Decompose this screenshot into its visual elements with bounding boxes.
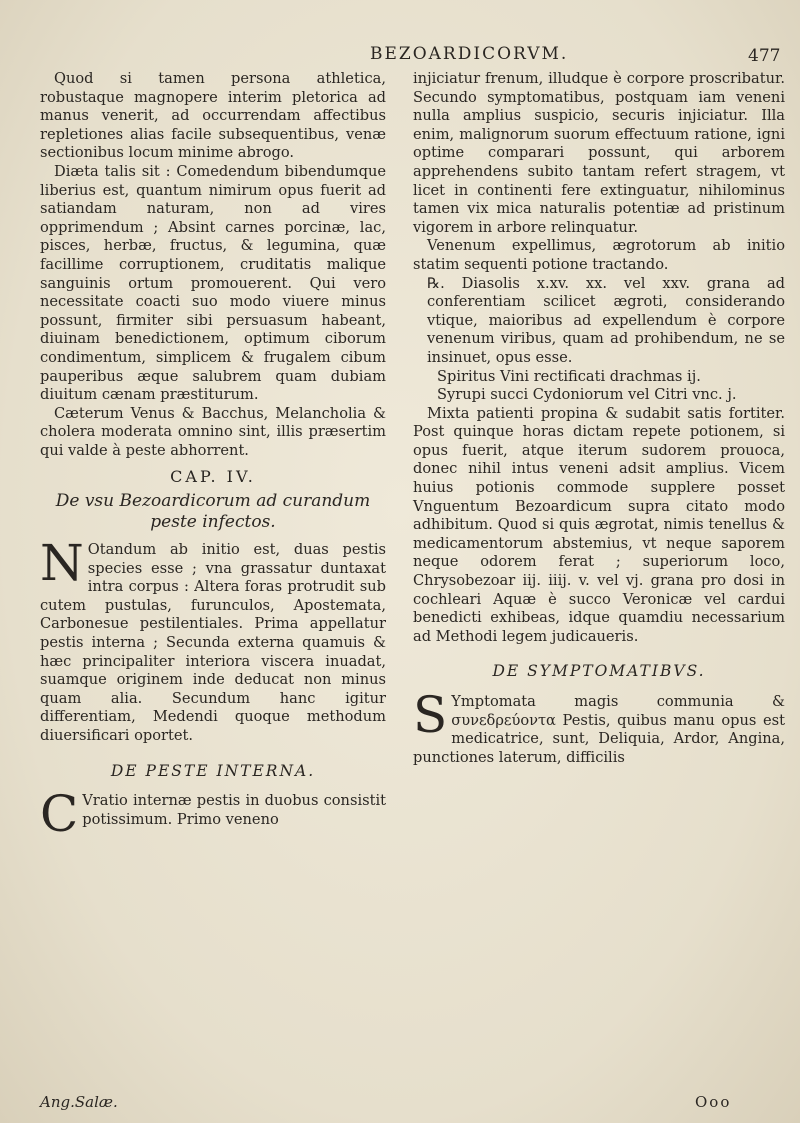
paragraph: Quod si tamen persona athletica, robustaque magnopere interim pletorica ad manus venerit, ad occurrendam affectibus repletiones alias facile subsequentibus, venæ sectionibus locum minime abrogo. [40, 70, 386, 162]
recipe-item: Spiritus Vini rectificati drachmas ij. [437, 367, 701, 385]
left-column [40, 70, 386, 844]
paragraph: Ymptomata magis communia & συνεδρεύοντα Pestis, quibus manu opus est medicatrice, sunt, Deliquia, Ardor, Angina, punctiones laterum, difficilis [413, 693, 785, 766]
drop-cap: C [40, 785, 79, 844]
section-heading: DE SYMPTOMATIBVS. [492, 662, 706, 681]
paragraph: Mixta patienti propina & sudabit satis fortiter. Post quinque horas dictam repete potionem, si opus fuerit, atque iterum sudorem prouoca, donec nihil intus veneni adsit amplius. Vicem huius potionis commode supplere posset Vnguentum Bezoardicum supra citato modo adhibitum. Quod si quis ægrotat, nimis tenellus & medicamentorum abstemius, vt neque saporem neque odorem ferat ; superiorum loco, Chrysobezoar iij. iiij. v. vel vj. grana pro dosi in cochleari Aquæ è succo Veronicæ vel cardui benedicti exhibeas, idque quamdiu necessarium ad Methodi legem judicaueris. [413, 404, 785, 645]
paragraph: Vratio internæ pestis in duobus consistit potissimum. Primo veneno [82, 792, 386, 828]
drop-cap: N [40, 534, 84, 593]
chapter-heading: CAP. IV. [170, 467, 256, 487]
signature-mark: Ooo [695, 1093, 732, 1111]
right-column [413, 70, 785, 767]
paragraph: Cæterum Venus & Bacchus, Melancholia & cholera moderata omnino sint, illis præsertim qui valde à peste abhorrent. [40, 404, 386, 459]
paragraph: Otandum ab initio est, duas pestis species esse ; vna grassatur duntaxat intra corpus : Altera foras protrudit sub cutem pustulas, furunculos, Apostemata, Carbonesue pestilentiales. Prima appellatur pestis interna ; Secunda externa quamuis & hæc principaliter interiora viscera inuadat, suamque originem inde deducat non minus quam alia. Secundum hanc igitur differentiam, Medendi quoque methodum diuersificari oportet. [40, 541, 386, 744]
recipe-intro: ℞. Diasolis x.xv. xx. vel xxv. grana ad conferentiam scilicet ægroti, considerando vtique, maioribus ad expellendum è corpore venenum viribus, quam ad prohibendum, ne se insinuet, opus esse. [427, 274, 785, 366]
chapter-opening [40, 534, 386, 746]
drop-cap: S [413, 686, 448, 744]
paragraph: Venenum expellimus, ægrotorum ab initio statim sequenti potione tractando. [413, 237, 785, 273]
catchword: Ang.Salæ. [40, 1093, 118, 1111]
paragraph: Diæta talis sit : Comedendum bibendumque liberius est, quantum nimirum opus fuerit ad satiandam naturam, non ad vires opprimendum ; Absint carnes porcinæ, lac, pisces, herbæ, fructus, & legumina, quæ facillime corruptionem, cruditatis malique sanguinis ortum promouerent. Qui vero necessitate coacti suo modo viuere minus possunt, firmiter sibi persuasum habeant, diuinam benedictionem, optimum ciborum condimentum, simplicem & frugalem cibum pauperibus æque salubrem quam dubiam diuitum cænam præstiturum. [40, 162, 386, 404]
chapter-title: De vsu Bezoardicorum ad curandum peste infectos. [55, 491, 371, 533]
running-head: BEZOARDICORVM. [370, 44, 569, 64]
page-number: 477 [748, 46, 781, 66]
recipe-item: Syrupi succi Cydoniorum vel Citri vnc. j. [437, 386, 737, 404]
paragraph: injiciatur frenum, illudque è corpore proscribatur. Secundo symptomatibus, postquam iam veneni nulla amplius suspicio, securis injiciatur. Illa enim, malignorum suorum effectuum ratione, igni optime comparari possunt, qui arborem apprehendens subito tantam refert stragem, vt licet in continenti fere extinguatur, nihilominus tamen vix mica naturalis potentiæ ad pristinum vigorem in arbore relinquatur. [413, 70, 785, 236]
section-opening [413, 686, 785, 767]
section-heading: DE PESTE INTERNA. [110, 761, 316, 780]
section-opening [40, 785, 386, 844]
